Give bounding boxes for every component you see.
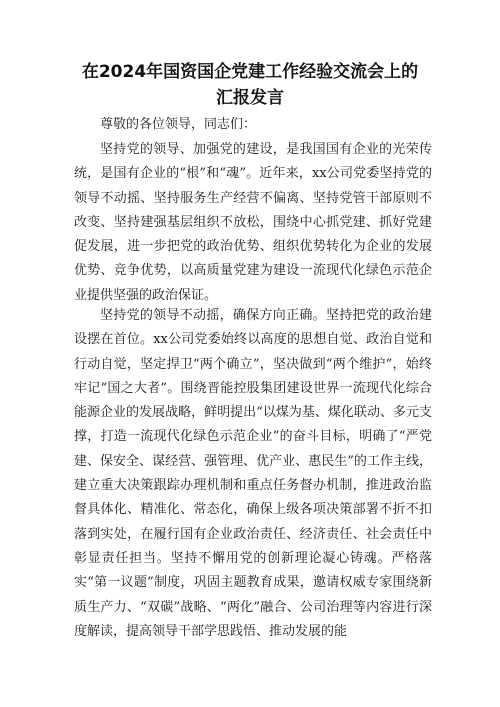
salutation: 尊敬的各位领导，同志们： [100,117,257,132]
paragraph-1: 坚持党的领导、加强党的建设，是我国国有企业的光荣传统，是国有企业的“根”和“魂”。近年来，xx公司党委坚持党的领导不动摇、坚持服务生产经营不偏离、坚持党管干部原则不改变、坚持建强基层组织不放松，围绕中心抓党建、抓好党建促发展，进一步把党的政治优势、组织优势转化为企业的发展优势、竞争优势，以高质量党建为建设一流现代化绿色示范企业提供坚强的政治保证。 [74,142,432,303]
document-title-line-2: 汇报发言 [216,88,284,108]
paragraph-2: 坚持党的领导不动摇，确保方向正确。坚持把党的政治建设摆在首位。xx公司党委始终以高度的思想自觉、政治自觉和行动自觉，坚定捍卫“两个确立”，坚决做到“两个维护”，始终牢记“国之大者”。围绕晋能控股集团建设世界一流现代化综合能源企业的发展战略，鲜明提出“以煤为基、煤化联动、多元支撑，打造一流现代化绿色示范企业”的奋斗目标，明确了“严党建、保安全、谋经营、强管理、优产业、惠民生”的工作主线，建立重大决策跟踪办理机制和重点任务督办机制，推进政治监督具体化、精准化、常态化，确保上级各项决策部署不折不扣落到实处，在履行国有企业政治责任、经济责任、社会责任中彰显责任担当。坚持不懈用党的创新理论凝心铸魂。严格落实“第一议题”制度，巩固主题教育成果，邀请权威专家围绕新质生产力、“双碳”战略、“两化”融合、公司治理等内容进行深度解读，提高领导干部学思践悟、推动发展的能 [74,308,432,639]
document-title-line-1: 在2024年国资国企党建工作经验交流会上的 [81,62,419,82]
